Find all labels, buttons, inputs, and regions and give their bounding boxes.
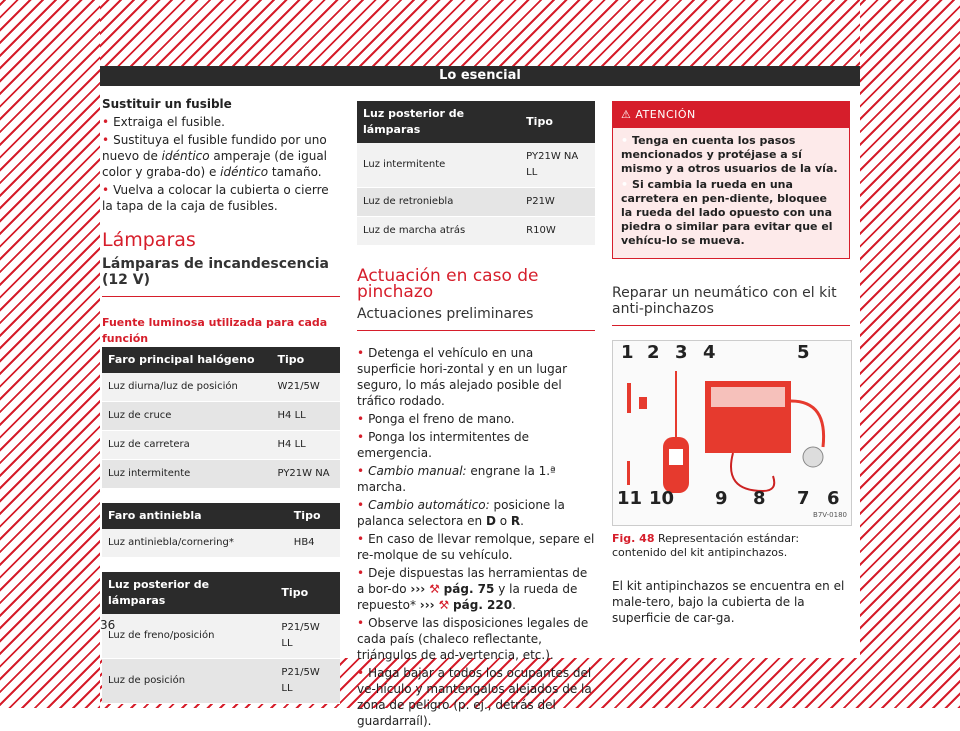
tools-icon: ⚒ (438, 598, 450, 612)
table-cell: R10W (520, 217, 595, 246)
callout-label: 5 (797, 342, 810, 363)
table-row (102, 460, 340, 489)
warning-box (612, 101, 850, 259)
subheading-preliminares: Actuaciones preliminares (357, 306, 595, 331)
list-item: • Ponga el freno de mano. (357, 411, 595, 427)
table-cell: Luz antiniebla/cornering* (102, 529, 288, 558)
table-row (102, 659, 340, 704)
callout-label: 2 (647, 342, 660, 363)
subheading-lamparas: Lámparas de incandescencia (12 V) (102, 256, 340, 297)
list-item: • Cambio manual: engrane la 1.ª marcha. (357, 463, 595, 495)
valve-tool (627, 383, 631, 413)
table-cell: Luz de cruce (102, 402, 272, 431)
heading-lamparas: Lámparas (102, 229, 196, 251)
table-row (357, 217, 595, 246)
table-row (102, 431, 340, 460)
table-cell: Luz de freno/posición (102, 614, 275, 659)
callout-label: 10 (649, 488, 675, 509)
table-cell: Luz de posición (102, 659, 275, 704)
list-item: • Extraiga el fusible. (102, 114, 340, 130)
table-header: Tipo (275, 572, 340, 614)
table-row (102, 614, 340, 659)
list-item: • En caso de llevar remolque, separe el re-molque de su vehículo. (357, 531, 595, 563)
list-item: • Sustituya el fusible fundido por uno nuevo de idéntico amperaje (de igual color y graba-do) e idéntico tamaño. (102, 132, 340, 180)
table-cell: Luz de retroniebla (357, 188, 520, 217)
figure-caption-text: Representación estándar: contenido del kit antipinchazos. (612, 532, 800, 559)
column-3 (612, 101, 850, 626)
list-item: • Observe las disposiciones legales de cada país (chaleco reflectante, triángulos de ad-vertencia, etc.). (357, 615, 595, 663)
valve-insert (627, 461, 630, 485)
figure-kit-antipinchazos (612, 340, 852, 526)
table-row (357, 143, 595, 188)
table-cell: HB4 (288, 529, 340, 558)
table-cell: PY21W NA LL (520, 143, 595, 188)
table-cell: PY21W NA (272, 460, 340, 489)
list-item: • Haga bajar a todos los ocupantes del ve-hículo y manténgalos alejados de la zona de peligro (p. ej., detrás del guardarraíl). (357, 665, 595, 729)
column-1 (102, 96, 340, 704)
tools-icon: ⚒ (429, 582, 440, 596)
hatch-border-top (0, 0, 960, 66)
table-header: Faro principal halógeno (102, 347, 272, 373)
table-cell: Luz intermitente (357, 143, 520, 188)
table-cell: P21W (520, 188, 595, 217)
hatch-border-right (860, 0, 960, 708)
callout-label: 3 (675, 342, 688, 363)
warning-header (613, 102, 849, 128)
figure-caption (612, 532, 850, 560)
figure-label: Fig. 48 (612, 532, 655, 545)
warning-title: ATENCIÓN (635, 108, 696, 121)
section-title: Sustituir un fusible (102, 97, 232, 111)
table-cell: H4 LL (272, 431, 340, 460)
table-cell: Luz de marcha atrás (357, 217, 520, 246)
table-row (102, 373, 340, 402)
table-luz-posterior-2 (357, 101, 595, 246)
compressor-label (711, 387, 785, 407)
table-header: Tipo (520, 101, 595, 143)
table-cell: P21/5W LL (275, 614, 340, 659)
table-header: Tipo (288, 503, 340, 529)
list-item: • Detenga el vehículo en una superficie hori-zontal y en un lugar seguro, lo más alejado posible del tráfico rodado. (357, 345, 595, 409)
page-header: Lo esencial (100, 66, 860, 86)
table-cell: Luz diurna/luz de posición (102, 373, 272, 402)
heading-kit: Reparar un neumático con el kit anti-pinchazos (612, 285, 850, 326)
list-item: • Vuelva a colocar la cubierta o cierre la tapa de la caja de fusibles. (102, 182, 340, 214)
callout-label: 9 (715, 488, 728, 509)
callout-label: 6 (827, 488, 840, 509)
column-2 (357, 101, 595, 731)
table-cell: Luz de carretera (102, 431, 272, 460)
table-faro-principal (102, 347, 340, 489)
list-item: • Cambio automático: posicione la palanca selectora en D o R. (357, 497, 595, 529)
paragraph: El kit antipinchazos se encuentra en el male-tero, bajo la cubierta de la superficie de car-ga. (612, 579, 845, 625)
table-header: Luz posterior de lámparas (102, 572, 275, 614)
callout-label: 1 (621, 342, 634, 363)
heading-pinchazo: Actuación en caso de pinchazo (357, 266, 539, 302)
list-item: • Deje dispuestas las herramientas de a bor-do ››› ⚒ pág. 75 y la rueda de repuesto* ››› ⚒ pág. 220. (357, 565, 595, 613)
list-item: • Ponga los intermitentes de emergencia. (357, 429, 595, 461)
table-title: Fuente luminosa utilizada para cada función (102, 316, 328, 345)
table-header: Luz posterior de lámparas (357, 101, 520, 143)
page-number: 36 (100, 618, 116, 632)
table-cell: Luz intermitente (102, 460, 272, 489)
air-hose (791, 401, 824, 447)
list-item: • Tenga en cuenta los pasos mencionados y protéjase a sí mismo y a otros usuarios de la vía. (621, 134, 841, 176)
hatch-border-left (0, 0, 100, 708)
pressure-gauge (803, 447, 823, 467)
table-header: Tipo (272, 347, 340, 373)
callout-label: 8 (753, 488, 766, 509)
table-row (102, 529, 340, 558)
table-luz-posterior-1 (102, 572, 340, 704)
callout-label: 7 (797, 488, 810, 509)
table-cell: P21/5W LL (275, 659, 340, 704)
table-cell: W21/5W (272, 373, 340, 402)
sticker (639, 397, 647, 409)
table-header: Faro antiniebla (102, 503, 288, 529)
table-row (102, 402, 340, 431)
table-cell: H4 LL (272, 402, 340, 431)
warning-triangle-icon: ⚠ (621, 108, 632, 121)
list-item: • Si cambia la rueda en una carretera en pen-diente, bloquee la rueda del lado opuesto con una piedra o similar para evitar que el vehícu-lo se mueva. (621, 178, 841, 248)
figure-code: B7V-0180 (813, 511, 847, 519)
callout-label: 4 (703, 342, 716, 363)
table-row (357, 188, 595, 217)
table-faro-antiniebla (102, 503, 340, 558)
power-cable (731, 453, 774, 491)
callout-label: 11 (617, 488, 643, 509)
